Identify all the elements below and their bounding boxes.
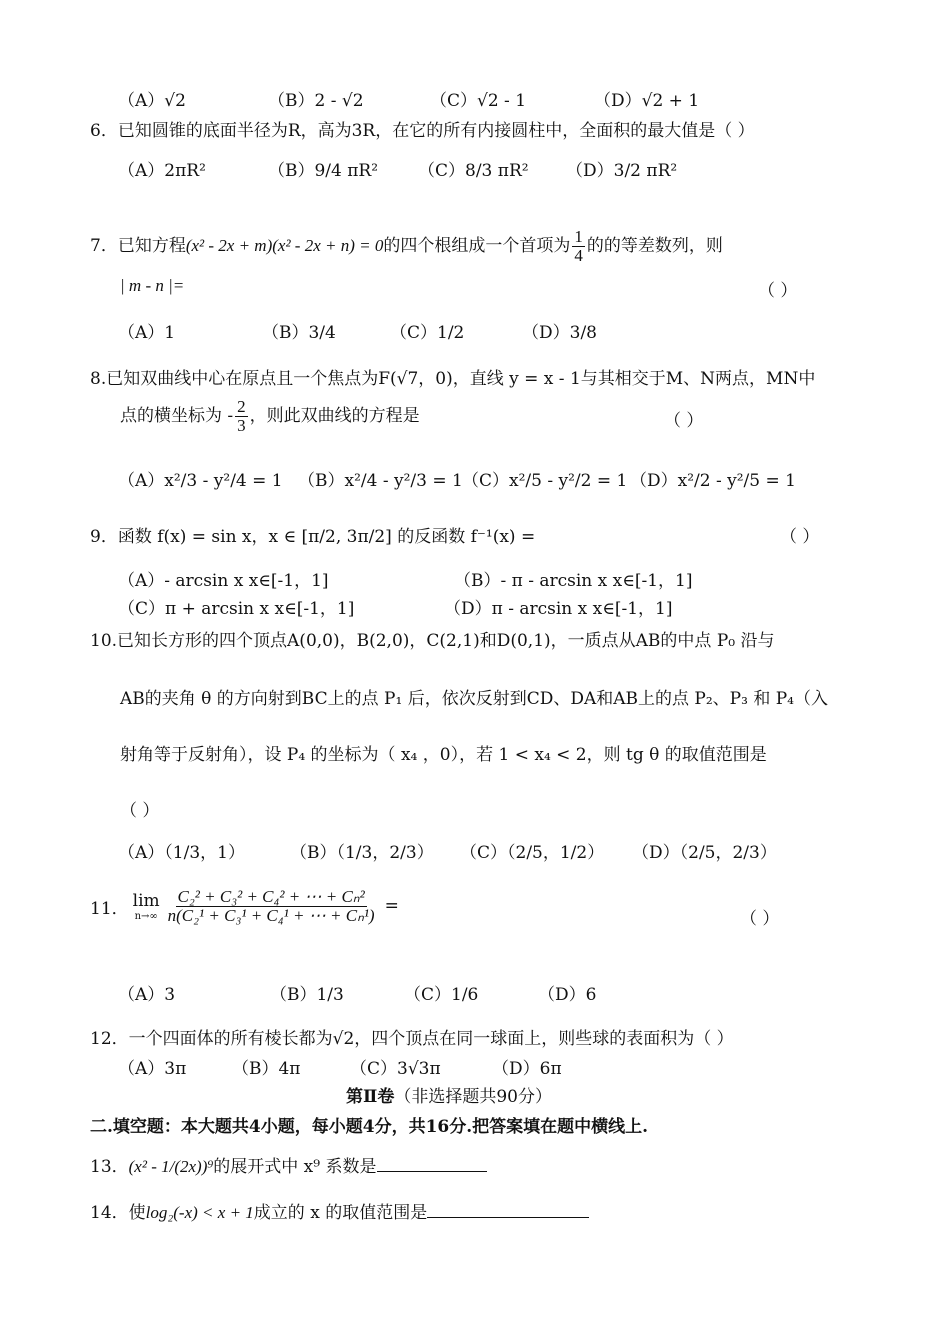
section2-title	[346, 1082, 552, 1107]
q7-option-d: （D）3/8	[522, 323, 597, 343]
q7-frac-den: 4	[574, 245, 583, 265]
q13-text: 的展开式中 x⁹ 系数是	[213, 1157, 377, 1177]
q7-answer-paren: （ ）	[758, 281, 798, 301]
q14-answer-blank[interactable]	[427, 1217, 589, 1218]
q5-option-c: （C）√2 - 1	[430, 91, 527, 111]
q8-line1: 8.已知双曲线中心在原点且一个焦点为F(√7，0)，直线 y = x - 1与其相交于M、N两点，MN中	[90, 369, 816, 389]
q8-fraction	[235, 398, 248, 435]
q8-frac-den: 3	[237, 415, 246, 435]
q6-option-b: （B）9/4 πR²	[268, 161, 379, 181]
q9-answer-paren: （ ）	[780, 527, 820, 547]
q7-fraction	[572, 228, 585, 265]
q6-stem: 6．已知圆锥的底面半径为R，高为3R，在它的所有内接圆柱中，全面积的最大值是（ ）	[90, 121, 755, 141]
q7-prefix: 7．已知方程	[90, 235, 186, 256]
q11-denominator: n(C₂¹ + C₃¹ + C₄¹ + ⋯ + Cₙ¹)	[167, 905, 375, 925]
q5-option-b: （B）2 - √2	[268, 91, 364, 111]
q6-option-d: （D）3/2 πR²	[566, 161, 678, 181]
q10-option-b: （B）（1/3，2/3）	[290, 843, 434, 863]
q7-option-c: （C）1/2	[390, 323, 465, 343]
section2-note: （非选择题共90分）	[394, 1087, 552, 1107]
q14-stem	[90, 1198, 589, 1223]
q10-line4: （ ）	[120, 801, 160, 821]
q8-line2	[120, 398, 420, 435]
q13-expression: (x² - 1/(2x))⁹	[128, 1157, 214, 1176]
q6-option-a: （A）2πR²	[118, 161, 206, 181]
q11-option-c: （C）1/6	[404, 985, 479, 1005]
q10-option-c: （C）（2/5，1/2）	[460, 843, 605, 863]
q11-option-b: （B）1/3	[270, 985, 344, 1005]
q8-frac-num: 2	[237, 397, 246, 416]
q12-option-d: （D）6π	[492, 1059, 562, 1079]
q7-suffix: 的的等差数列，则	[586, 235, 723, 256]
q9-stem: 9．函数 f(x) = sin x，x ∈ [π/2, 3π/2] 的反函数 f⁻¹(x) =	[90, 527, 536, 547]
q12-option-a: （A）3π	[118, 1059, 187, 1079]
q11-lim-text: lim	[132, 890, 160, 911]
q7-equation: (x² - 2x + m)(x² - 2x + n) = 0	[185, 235, 384, 255]
q8-answer-paren: （ ）	[664, 411, 704, 431]
part2-heading: 二.填空题：本大题共4小题，每小题4分，共16分.把答案填在题中横线上.	[90, 1117, 649, 1137]
q12-option-b: （B）4π	[232, 1059, 301, 1079]
q8-line2-suffix: ，则此双曲线的方程是	[249, 405, 420, 426]
q14-text: 成立的 x 的取值范围是	[253, 1203, 428, 1223]
q10-line3: 射角等于反射角），设 P₄ 的坐标为（ x₄ ，0），若 1 < x₄ < 2，则 tg θ 的取值范围是	[120, 745, 767, 765]
q7-stem	[90, 228, 723, 265]
q9-option-b: （B）- π - arcsin x x∈[-1，1]	[454, 571, 693, 591]
q11-option-a: （A）3	[118, 985, 176, 1005]
q12-stem: 12．一个四面体的所有棱长都为√2，四个顶点在同一球面上，则些球的表面积为（ ）	[90, 1029, 734, 1049]
q10-line1: 10.已知长方形的四个顶点A(0,0)，B(2,0)，C(2,1)和D(0,1)，一质点从AB的中点 P₀ 沿与	[90, 631, 775, 651]
q8-line2-prefix: 点的横坐标为 -	[120, 405, 234, 426]
q13-label: 13．	[90, 1157, 129, 1177]
q8-option-a: （A）x²/3 - y²/4 = 1	[118, 471, 283, 491]
q6-option-c: （C）8/3 πR²	[418, 161, 529, 181]
q5-option-a: （A）√2	[118, 91, 186, 111]
section2-label: 第Ⅱ卷	[346, 1087, 395, 1107]
q13-answer-blank[interactable]	[377, 1171, 487, 1172]
q5-option-d: （D）√2 + 1	[594, 91, 700, 111]
q7-mid: 的四个根组成一个首项为	[383, 235, 571, 256]
q10-option-d: （D）（2/5，2/3）	[632, 843, 777, 863]
q11-label: 11．	[90, 898, 129, 919]
q9-option-d: （D）π - arcsin x x∈[-1，1]	[444, 599, 673, 619]
q8-option-c: （C）x²/5 - y²/2 = 1	[462, 471, 628, 491]
q8-option-b: （B）x²/4 - y²/3 = 1	[298, 471, 463, 491]
q11-numerator: C₂² + C₃² + C₄² + ⋯ + Cₙ²	[177, 887, 365, 906]
q7-option-b: （B）3/4	[262, 323, 336, 343]
q14-expression: log₂(-x) < x + 1	[145, 1203, 254, 1222]
q12-option-c: （C）3√3π	[350, 1059, 441, 1079]
q11-limit	[133, 891, 160, 922]
q10-line2: AB的夹角 θ 的方向射到BC上的点 P₁ 后，依次反射到CD、DA和AB上的点 P₂、P₃ 和 P₄（入	[120, 689, 828, 709]
q7-frac-num: 1	[574, 227, 583, 246]
q11-answer-paren: （ ）	[740, 909, 780, 929]
q11-fraction	[166, 888, 377, 925]
q7-option-a: （A）1	[118, 323, 176, 343]
q10-option-a: （A）（1/3，1）	[118, 843, 245, 863]
q13-stem	[90, 1152, 487, 1177]
q11-lim-sub: n→∞	[134, 910, 158, 922]
q9-option-a: （A）- arcsin x x∈[-1，1]	[118, 571, 329, 591]
q11-equals: =	[384, 896, 399, 917]
q11-option-d: （D）6	[538, 985, 597, 1005]
q11-expression	[90, 888, 399, 925]
q8-option-d: （D）x²/2 - y²/5 = 1	[630, 471, 796, 491]
q14-label: 14．使	[90, 1203, 146, 1223]
q7-line2: | m - n |=	[120, 276, 185, 295]
q9-option-c: （C）π + arcsin x x∈[-1，1]	[118, 599, 355, 619]
